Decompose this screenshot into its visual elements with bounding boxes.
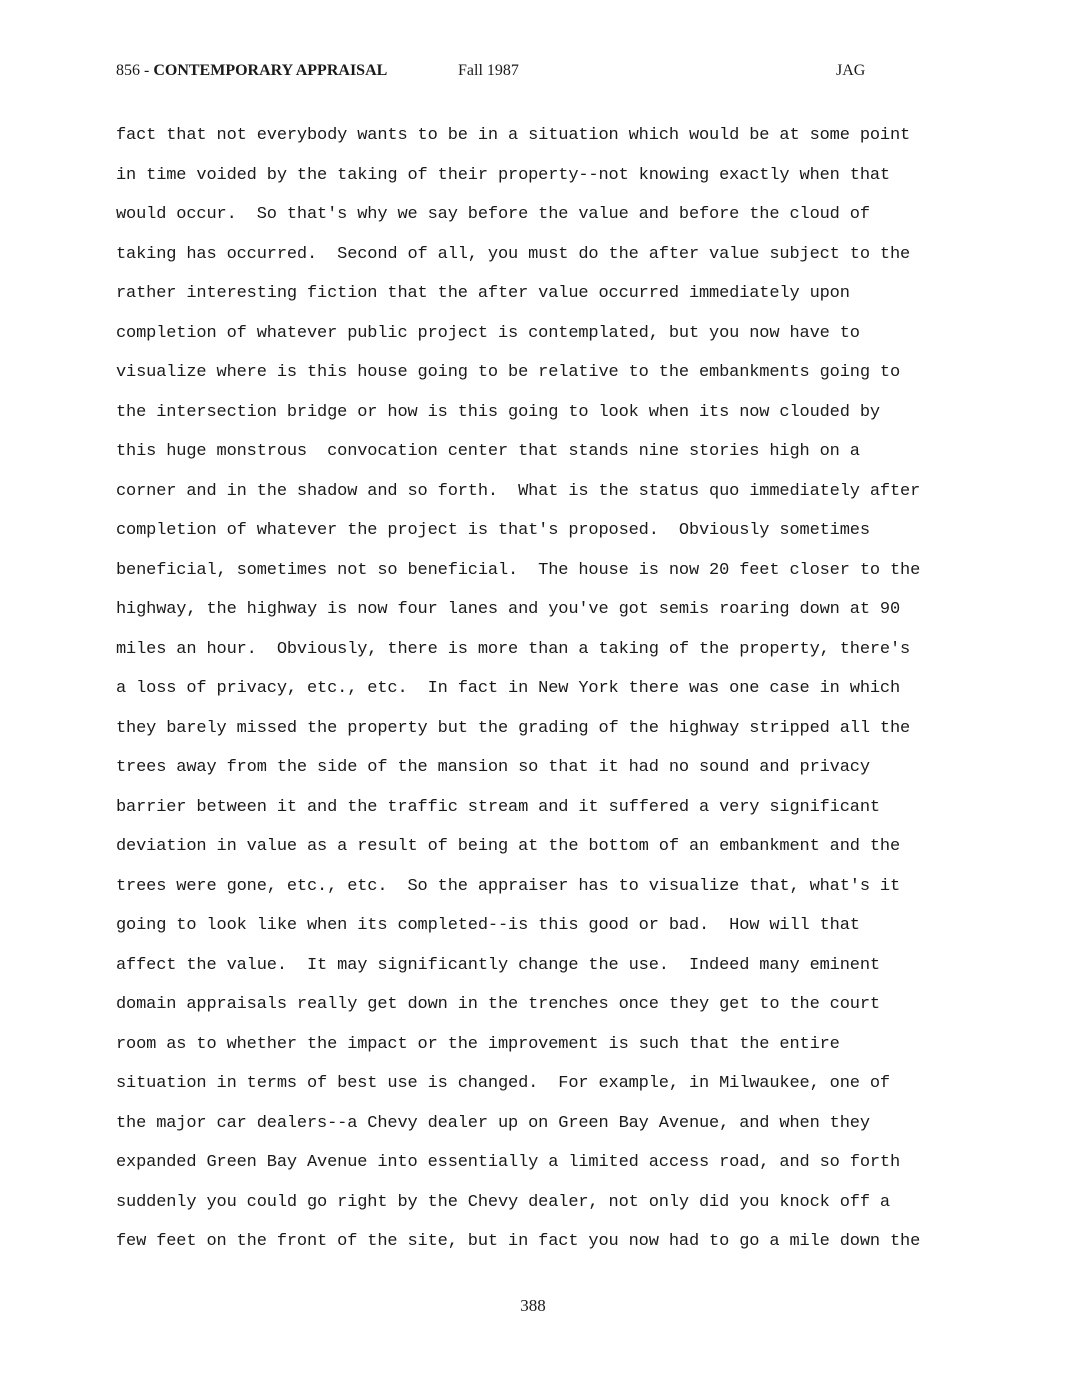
text-line: room as to whether the impact or the improvement is such that the entire (116, 1034, 840, 1054)
text-line: taking has occurred. Second of all, you must do the after value subject to the (116, 244, 911, 264)
text-line: they barely missed the property but the grading of the highway stripped all the (116, 718, 911, 738)
transcript-body (116, 116, 956, 1262)
page-header (116, 62, 876, 86)
text-line: expanded Green Bay Avenue into essentially a limited access road, and so forth (116, 1153, 901, 1172)
text-line: miles an hour. Obviously, there is more than a taking of the property, there's (116, 639, 911, 659)
text-line: beneficial, sometimes not so beneficial. The house is now 20 feet closer to the (116, 560, 921, 580)
text-line: completion of whatever the project is that's proposed. Obviously sometimes (116, 521, 870, 540)
text-line: this huge monstrous convocation center that stands nine stories high on a (116, 442, 860, 461)
course-number: 856 - (116, 62, 154, 79)
text-line: going to look like when its completed--is this good or bad. How will that (116, 916, 860, 935)
text-line: rather interesting fiction that the after value occurred immediately upon (116, 284, 850, 303)
page-number: 388 (520, 1296, 546, 1315)
text-line: barrier between it and the traffic stream and it suffered a very significant (116, 797, 880, 817)
text-line: visualize where is this house going to be relative to the embankments going to (116, 363, 901, 382)
text-line: deviation in value as a result of being at the bottom of an embankment and the (116, 837, 901, 856)
text-line: fact that not everybody wants to be in a situation which would be at some point (116, 126, 911, 145)
course-title: CONTEMPORARY APPRAISAL (153, 62, 388, 79)
text-line: the intersection bridge or how is this going to look when its now clouded by (116, 402, 880, 422)
text-line: suddenly you could go right by the Chevy dealer, not only did you knock off a (116, 1192, 890, 1212)
text-line: trees away from the side of the mansion so that it had no sound and privacy (116, 758, 870, 777)
text-line: corner and in the shadow and so forth. What is the status quo immediately after (116, 481, 921, 501)
text-line: would occur. So that's why we say before the value and before the cloud of (116, 205, 870, 224)
text-line: situation in terms of best use is changed. For example, in Milwaukee, one of (116, 1074, 890, 1093)
text-line: trees were gone, etc., etc. So the appraiser has to visualize that, what's it (116, 876, 901, 896)
text-line: few feet on the front of the site, but in fact you now had to go a mile down the (116, 1232, 921, 1251)
text-line: the major car dealers--a Chevy dealer up on Green Bay Avenue, and when they (116, 1113, 870, 1133)
author-initials: JAG (836, 62, 866, 79)
text-line: affect the value. It may significantly change the use. Indeed many eminent (116, 955, 880, 975)
text-line: domain appraisals really get down in the trenches once they get to the court (116, 995, 880, 1014)
course-heading (116, 62, 387, 80)
text-line: in time voided by the taking of their property--not knowing exactly when that (116, 165, 890, 185)
text-line: highway, the highway is now four lanes and you've got semis roaring down at 90 (116, 600, 901, 619)
text-line: a loss of privacy, etc., etc. In fact in New York there was one case in which (116, 679, 901, 698)
term-label: Fall 1987 (458, 62, 519, 79)
text-line: completion of whatever public project is contemplated, but you now have to (116, 323, 860, 343)
